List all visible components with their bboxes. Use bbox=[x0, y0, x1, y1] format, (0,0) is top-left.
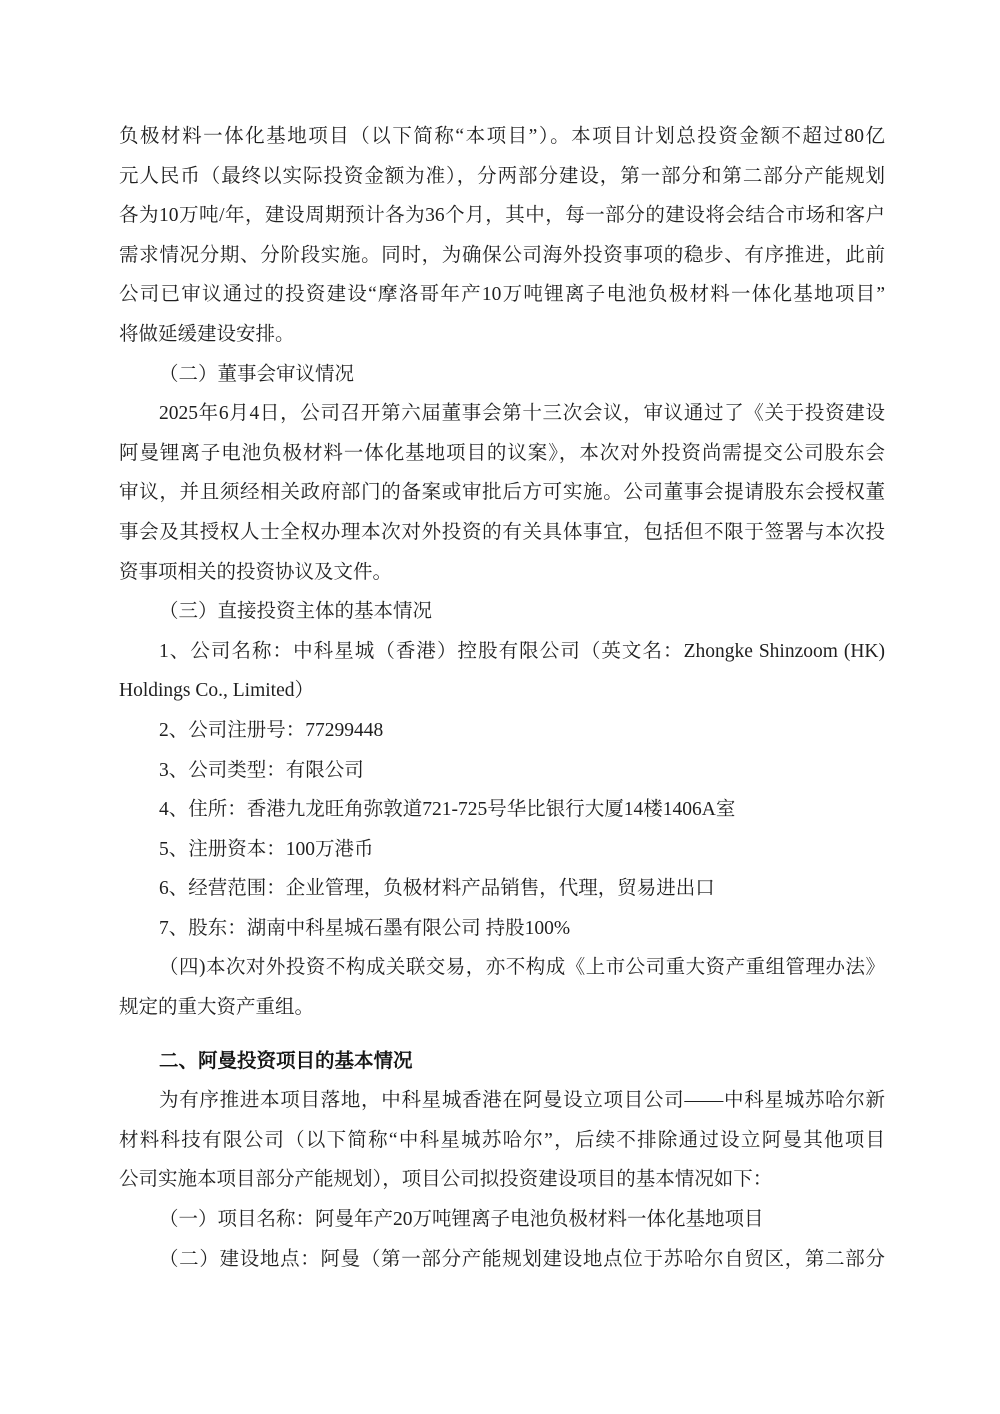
doc-line: 材料科技有限公司（以下简称“中科星城苏哈尔”，后续不排除通过设立阿曼其他项目 bbox=[119, 1129, 885, 1151]
doc-line: 负极材料一体化基地项目（以下简称“本项目”）。本项目计划总投资金额不超过80亿 bbox=[119, 126, 885, 147]
subheading-board-review: （二）董事会审议情况 bbox=[159, 363, 355, 385]
company-name-line-continued: Holdings Co., Limited） bbox=[119, 680, 315, 702]
section-heading-oman-project: 二、阿曼投资项目的基本情况 bbox=[159, 1050, 413, 1072]
doc-line: 元人民币（最终以实际投资金额为准），分两部分建设，第一部分和第二部分产能规划 bbox=[119, 165, 885, 187]
doc-line: 公司已审议通过的投资建设“摩洛哥年产10万吨锂离子电池负极材料一体化基地项目” bbox=[119, 284, 885, 306]
project-name-line: （一）项目名称：阿曼年产20万吨锂离子电池负极材料一体化基地项目 bbox=[159, 1209, 764, 1231]
subheading-investor-basic-info: （三）直接投资主体的基本情况 bbox=[159, 601, 433, 623]
shareholder-line: 7、股东：湖南中科星城石墨有限公司 持股100% bbox=[159, 917, 571, 939]
document-text-block bbox=[119, 117, 885, 1279]
company-registration-line: 2、公司注册号：77299448 bbox=[159, 719, 384, 741]
doc-line: 资事项相关的投资协议及文件。 bbox=[119, 561, 393, 583]
company-type-line: 3、公司类型：有限公司 bbox=[159, 759, 364, 781]
doc-line: 将做延缓建设安排。 bbox=[119, 323, 295, 345]
doc-line: 公司实施本项目部分产能规划），项目公司拟投资建设项目的基本情况如下： bbox=[119, 1169, 773, 1191]
doc-line: 各为10万吨/年，建设周期预计各为36个月，其中，每一部分的建设将会结合市场和客户 bbox=[119, 205, 885, 227]
doc-line: 为有序推进本项目落地，中科星城香港在阿曼设立项目公司——中科星城苏哈尔新 bbox=[159, 1090, 885, 1112]
company-name-line: 1、公司名称：中科星城（香港）控股有限公司（英文名：Zhongke Shinzoom (HK) bbox=[159, 640, 885, 662]
doc-line: （四)本次对外投资不构成关联交易，亦不构成《上市公司重大资产重组管理办法》 bbox=[159, 957, 885, 979]
doc-line: 审议，并且须经相关政府部门的备案或审批后方可实施。公司董事会提请股东会授权董 bbox=[119, 482, 885, 504]
company-address-line: 4、住所：香港九龙旺角弥敦道721-725号华比银行大厦14楼1406A室 bbox=[159, 799, 736, 821]
business-scope-line: 6、经营范围：企业管理，负极材料产品销售，代理，贸易进出口 bbox=[159, 878, 715, 900]
project-location-line: （二）建设地点：阿曼（第一部分产能规划建设地点位于苏哈尔自贸区，第二部分 bbox=[159, 1248, 885, 1270]
doc-line: 需求情况分期、分阶段实施。同时，为确保公司海外投资事项的稳步、有序推进，此前 bbox=[119, 244, 885, 266]
doc-line: 事会及其授权人士全权办理本次对外投资的有关具体事宜，包括但不限于签署与本次投 bbox=[119, 521, 885, 543]
doc-line: 2025年6月4日，公司召开第六届董事会第十三次会议，审议通过了《关于投资建设 bbox=[159, 403, 885, 425]
doc-line: 规定的重大资产重组。 bbox=[119, 997, 315, 1019]
doc-line: 阿曼锂离子电池负极材料一体化基地项目的议案》，本次对外投资尚需提交公司股东会 bbox=[119, 442, 885, 464]
registered-capital-line: 5、注册资本：100万港币 bbox=[159, 838, 374, 860]
